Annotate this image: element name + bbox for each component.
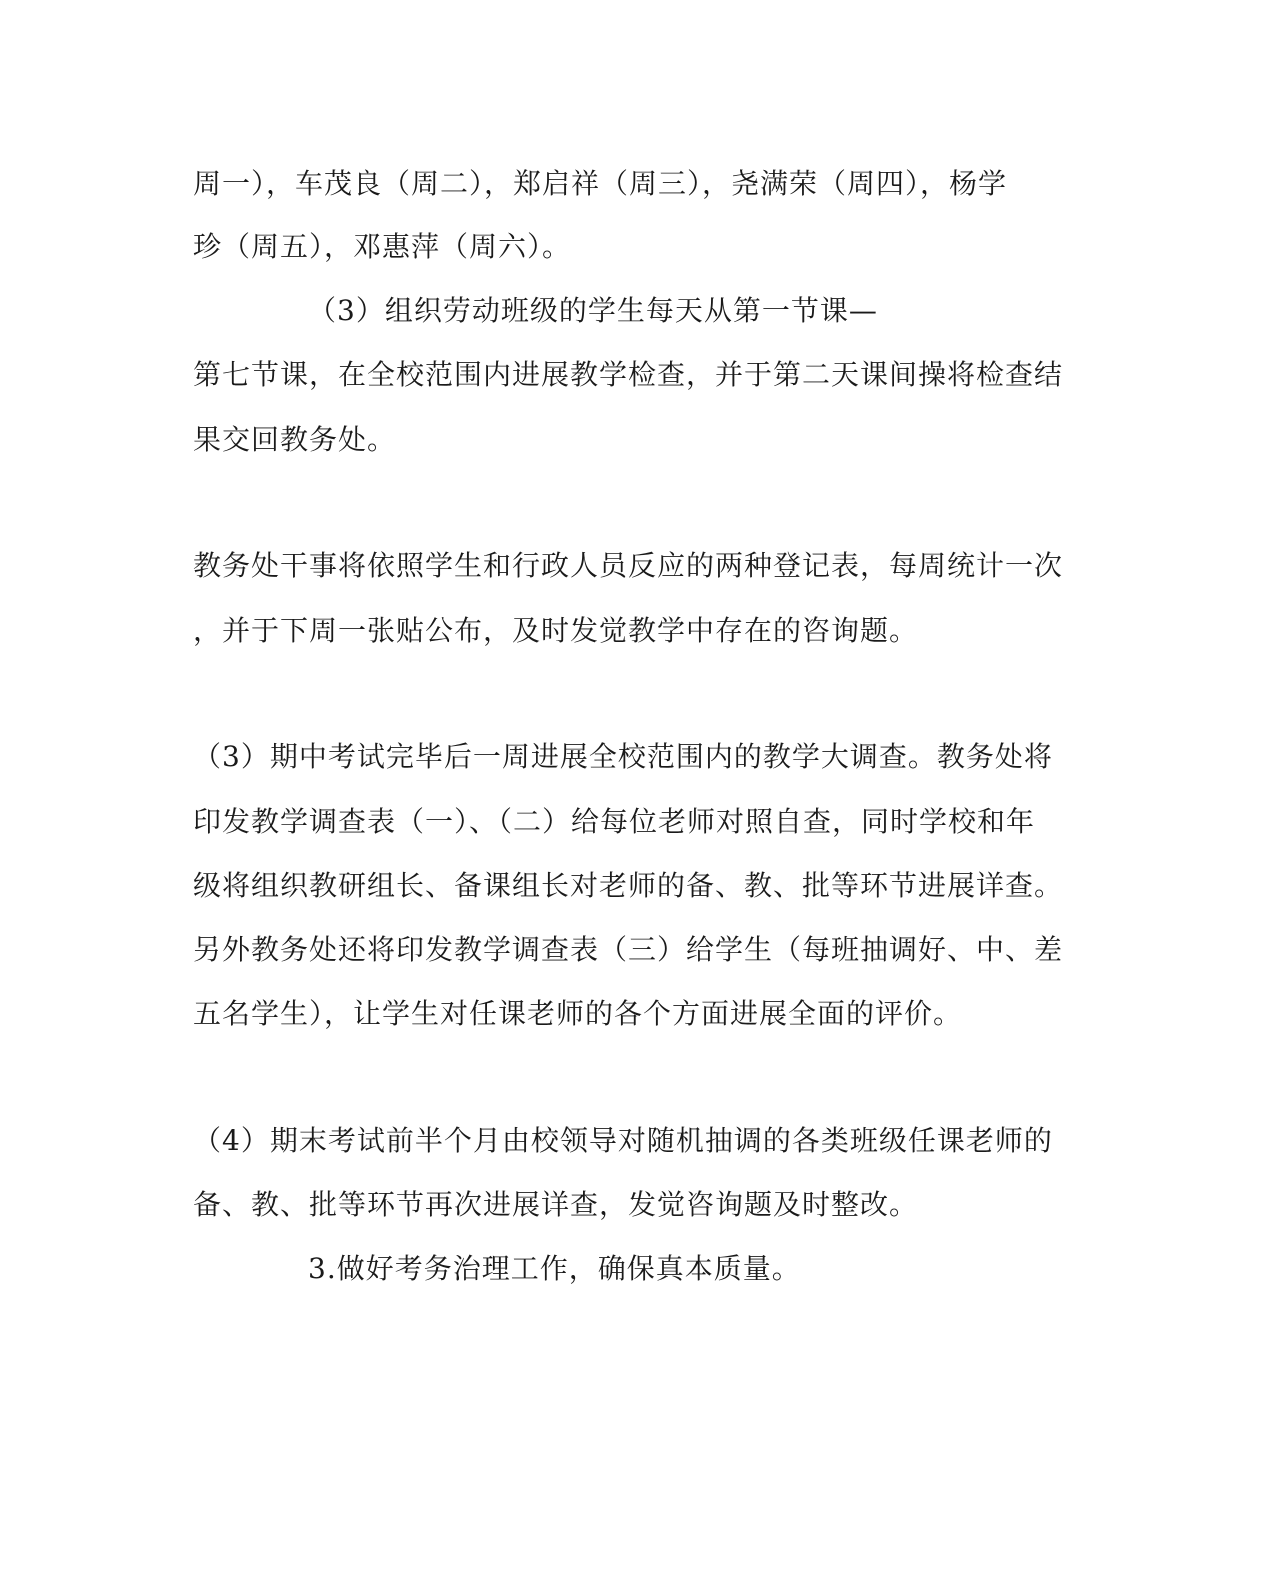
text-line-7: ，并于下周一张贴公布，及时发觉教学中存在的咨询题。	[193, 614, 919, 647]
text-line-9: 印发教学调查表（一）、（二）给每位老师对照自查，同时学校和年	[193, 805, 1036, 838]
text-line-15: 3.做好考务治理工作，确保真本质量。	[308, 1252, 801, 1285]
text-line-8: （3）期中考试完毕后一周进展全校范围内的教学大调查。教务处将	[193, 740, 1053, 773]
text-line-11: 另外教务处还将印发教学调查表（三）给学生（每班抽调好、中、差	[193, 933, 1064, 966]
text-line-4: 第七节课，在全校范围内进展教学检查，并于第二天课间操将检查结	[193, 358, 1064, 391]
text-line-6: 教务处干事将依照学生和行政人员反应的两种登记表，每周统计一次	[193, 549, 1064, 582]
text-line-5: 果交回教务处。	[193, 423, 397, 456]
text-line-12: 五名学生），让学生对任课老师的各个方面进展全面的评价。	[193, 997, 963, 1030]
text-line-3: （3）组织劳动班级的学生每天从第一节课—	[308, 294, 878, 327]
text-line-10: 级将组织教研组长、备课组长对老师的备、教、批等环节进展详查。	[193, 869, 1064, 902]
text-line-14: 备、教、批等环节再次进展详查，发觉咨询题及时整改。	[193, 1188, 919, 1221]
text-line-2: 珍（周五），邓惠萍（周六）。	[193, 230, 572, 263]
text-line-1: 周一），车茂良（周二），郑启祥（周三），尧满荣（周四），杨学	[193, 167, 1008, 200]
text-line-13: （4）期末考试前半个月由校领导对随机抽调的各类班级任课老师的	[193, 1124, 1053, 1157]
